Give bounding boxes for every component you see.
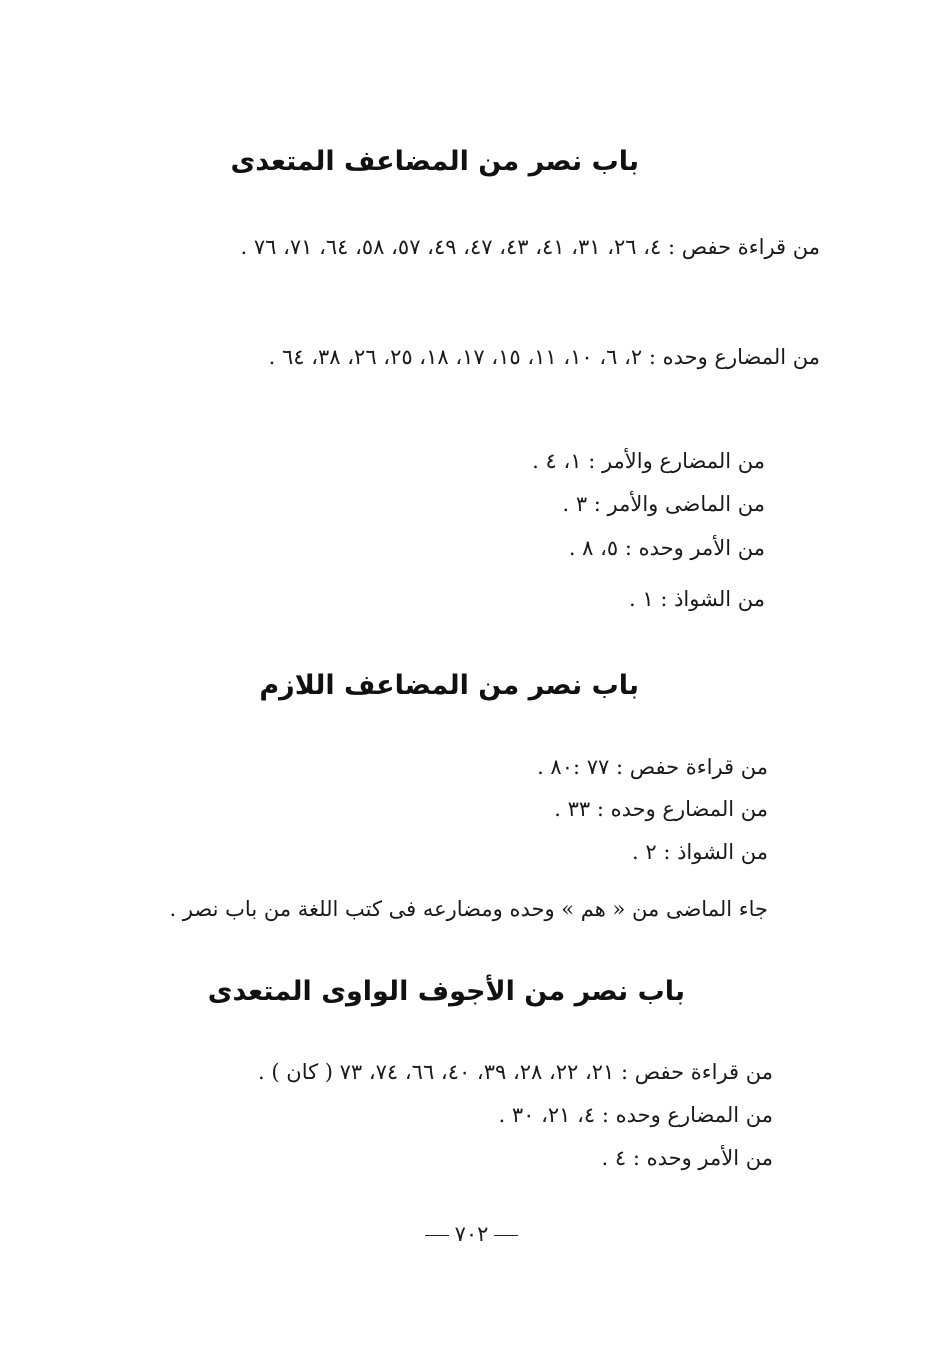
page-number: ٧٠٢ [454, 1222, 489, 1246]
footer-dash-left [425, 1235, 449, 1236]
section-1-mudari-amr-entry: من المضارع والأمر : ١، ٤ . [532, 449, 765, 473]
section-2-mudari-entry: من المضارع وحده : ٣٣ . [554, 797, 768, 821]
page-footer [0, 1222, 943, 1246]
section-3-mudari-entry: من المضارع وحده : ٤، ٢١، ٣٠ . [498, 1103, 773, 1127]
section-1-shawadh-entry: من الشواذ : ١ . [629, 587, 765, 611]
section-1-madi-amr-entry: من الماضى والأمر : ٣ . [562, 492, 765, 516]
section-2-hafs-entry: من قراءة حفص : ٧٧ :٨٠ . [537, 755, 768, 779]
section-3-heading: باب نصر من الأجوف الواوى المتعدى [207, 976, 685, 1007]
section-3-hafs-entry: من قراءة حفص : ٢١، ٢٢، ٢٨، ٣٩، ٤٠، ٦٦، ٧٤، ٧٣ ( كان ) . [258, 1060, 773, 1084]
footer-dash-right [494, 1235, 518, 1236]
section-1-hafs-entry: من قراءة حفص : ٤، ٢٦، ٣١، ٤١، ٤٣، ٤٧، ٤٩، ٥٧، ٥٨، ٦٤، ٧١، ٧٦ . [240, 235, 820, 259]
section-2-heading: باب نصر من المضاعف اللازم [259, 670, 639, 701]
section-2-note: جاء الماضى من « هم » وحده ومضارعه فى كتب اللغة من باب نصر . [169, 897, 768, 921]
section-3-amr-entry: من الأمر وحده : ٤ . [601, 1146, 773, 1170]
section-1-amr-entry: من الأمر وحده : ٥، ٨ . [568, 536, 765, 560]
section-1-heading: باب نصر من المضاعف المتعدى [230, 146, 639, 177]
section-1-mudari-entry: من المضارع وحده : ٢، ٦، ١٠، ١١، ١٥، ١٧، ١٨، ٢٥، ٢٦، ٣٨، ٦٤ . [268, 345, 820, 369]
section-2-shawadh-entry: من الشواذ : ٢ . [632, 840, 768, 864]
